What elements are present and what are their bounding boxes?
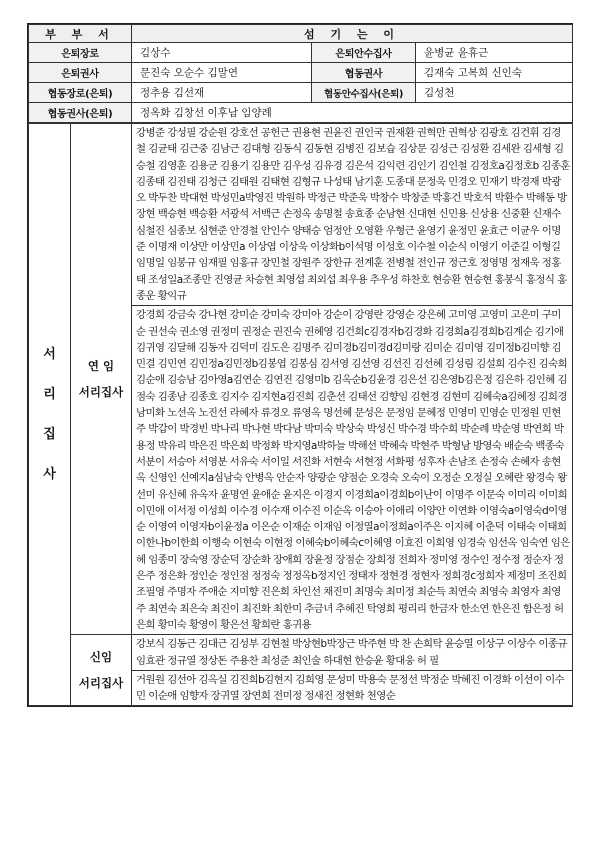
coop-deaconess-retired-value: 정옥화 김창선 이후남 임양례 [132,103,573,123]
officer-row-4 [29,103,573,123]
header-servants: 섬 기 는 이 [132,25,573,43]
retired-elder-value: 김상수 [132,43,312,63]
retired-ordained-deacon-label: 은퇴안수집사 [312,43,416,63]
roster-sheet [27,23,573,707]
coop-ordained-deacon-retired-value: 김성천 [416,83,573,103]
deacon-category [29,124,71,706]
section2-names: 강경희 강금숙 강나현 강미순 강미숙 강미아 강순이 강영란 강영순 강은혜 고미영 고영미 고은미 구미순 권선숙 권소영 권정미 권정순 권진숙 권혜영 김건희c김경자b김경화 김경희a김경희b김계순 김기애 김귀영 김달해 김동자 김덕미 김도은 김명주 김미경b김미경d김미랑 김미순 김미영 김미정b김미향 김민결 김민연 김민정a김민정b김봉엽 김봉심 김서영 김선영 김선진 김선혜 김성림 김설희 김수진 김숙희 김순애 김승남 김아영a김연순 김연진 김영미b 김옥순b김윤경 김은선 김은영b김은정 김은하 김인혜 김점숙 김종남 김종호 김지수 김지현a김진희 김춘선 김태선 김향임 김현경 김현미 김혜숙a김혜정 김희경 남미화 노선옥 노진선 라혜자 류경오 류영옥 명선혜 문성은 문정임 문혜정 민영미 민영순 민정원 민현주 박갑이 박경빈 박나리 박나현 박다남 박미숙 박상숙 박성신 박수경 박수희 박순례 박순영 박연희 박용정 박유리 박은진 박은희 박정화 박지영a박하늘 박해선 박혜숙 박현주 박형남 방영숙 배순숙 백종숙 서분이 서승아 서영분 서유숙 서이일 서진화 서현숙 서현정 서화평 성후자 손남조 손정숙 손혜자 송현옥 신영인 신예지a심남숙 안병옥 안순자 양광순 양점순 오경숙 오숙이 오정순 오정실 오혜란 왕경숙 왕선미 유신혜 유옥자 윤명연 윤애순 윤지은 이경지 이경희a이경희b이난이 이명주 이문숙 이미리 이미희 이민애 이서정 이성희 이수경 이수재 이수진 이순옥 이승아 이애리 이양안 이연화 이영숙a이영숙d이영순 이영여 이영자b이윤정a 이은순 이재순 이재임 이정열a이정희a이주은 이지혜 이춘덕 이태숙 이태희 이한나b이한희 이행숙 이현숙 이현정 이혜숙b이혜숙c이혜영 이효진 이희영 임경숙 임선옥 임숙연 임은혜 임종미 장숙영 장순덕 장순화 장애희 장윤정 장점순 장희정 전희자 정미영 정수인 정수정 정순자 정은주 정은화 정인순 정인점 정정숙 정정옥b정지인 정태자 정현경 정현자 정희경c정희자 제정미 조진희 조필영 주명자 주애순 지미향 진은희 차인선 채진미 최명숙 최미정 최순득 최연숙 최영숙 최영자 최영주 최연숙 최은숙 최진이 최진화 최한미 추금녀 추혜진 탁영희 평리리 한금자 한소연 한은진 함은정 허은희 황미숙 황영이 황은선 황희란 홍귀용 [132,306,573,635]
cooperating-deaconess-label: 협동권사 [312,63,416,83]
retired-deaconess-label: 은퇴권사 [29,63,132,83]
coop-elder-retired-value: 정추용 김선재 [132,83,312,103]
deacon-category-label [29,335,70,495]
section3b-names: 거원원 김선아 김옥실 김진희b김현지 김희영 문성미 박용숙 문정선 박정순 박혜진 이경화 이선이 이수민 이순애 임향자 장귀열 장연희 전미정 정새진 정현화 천영순 [132,670,573,706]
retired-elder-label: 은퇴장로 [29,43,132,63]
new-category [71,635,132,706]
incumbent-label: 연 임 [87,359,115,374]
new-sub-label: 서리집사 [78,676,124,691]
deacon-table [28,123,573,706]
incumbent-category [71,124,132,635]
section3a-names: 강보식 김동근 김대근 김성부 김현철 박상현b박장근 박주현 박 찬 손희탁 윤승열 이상구 이상수 이종규 임효관 정규열 정상돈 주용찬 최성준 최인술 하대현 한승윤 황대웅 허 필 [132,635,573,671]
section1-row [29,124,573,306]
deacon-category-char: 사 [43,466,56,482]
retired-deaconess-value: 문진숙 오순수 김말연 [132,63,312,83]
section1-names: 강병준 강성필 강순원 강호선 공헌근 권용현 권윤진 권인국 권재환 권혁만 권혁상 김광호 김건휘 김경철 김균태 김근중 김남근 김대형 김동식 김동현 김병진 김보습 김상문 김성근 김성환 김세완 김세형 김승철 김영훈 김용군 김용기 김용만 김우성 김유경 김은석 김익련 김인기 김인철 김정호a김정호b 김종훈 김종태 김진태 김청근 김태원 김태현 김형규 나성태 남기훈 도종대 문정욱 민경오 민재기 박경재 박광오 박두찬 박대현 박성민a박영진 박원하 박정근 박준욱 박창수 박창준 박홍건 박호석 박환수 박해동 방장현 백승현 백승환 서광석 서백근 손정옥 송명철 송효종 순남현 신대현 신민용 신상용 신중환 신재수 심철진 심종보 심현준 안경철 안인수 양태승 엄정안 오영환 우형근 윤영기 윤정민 윤효근 이균우 이명준 이명재 이상만 이상민a 이상엽 이상욱 이상화b이석명 이성호 이수철 이순식 이영기 이준길 이형길 임명일 임봉규 임재필 임홍규 장민철 장원주 장한규 전계훈 전병철 전인규 정근호 정영명 정재욱 정홍태 조성일a조종만 진영균 차승현 최영섭 최외섭 최우용 추우성 하찬호 현승환 현승현 홍봉식 홍정식 홍종운 황익규 [132,124,573,306]
officer-row-3 [29,83,573,103]
officer-row-1 [29,43,573,63]
deacon-category-char: 리 [43,386,56,402]
cooperating-deaconess-value: 김재숙 고복희 신인숙 [416,63,573,83]
roster-table [28,24,573,123]
officer-row-2 [29,63,573,83]
deacon-category-char: 서 [43,346,56,362]
coop-ordained-deacon-retired-label: 협동안수집사(은퇴) [312,83,416,103]
section3a-row [29,635,573,671]
incumbent-sub-label: 서리집사 [78,385,124,400]
header-department: 부 부 서 [29,25,132,43]
retired-ordained-deacon-value: 윤병균 윤휴근 [416,43,573,63]
deacon-category-char: 집 [43,426,56,442]
new-label: 신임 [89,650,113,665]
coop-deaconess-retired-label: 협동권사(은퇴) [29,103,132,123]
header-row [29,25,573,43]
coop-elder-retired-label: 협동장로(은퇴) [29,83,132,103]
